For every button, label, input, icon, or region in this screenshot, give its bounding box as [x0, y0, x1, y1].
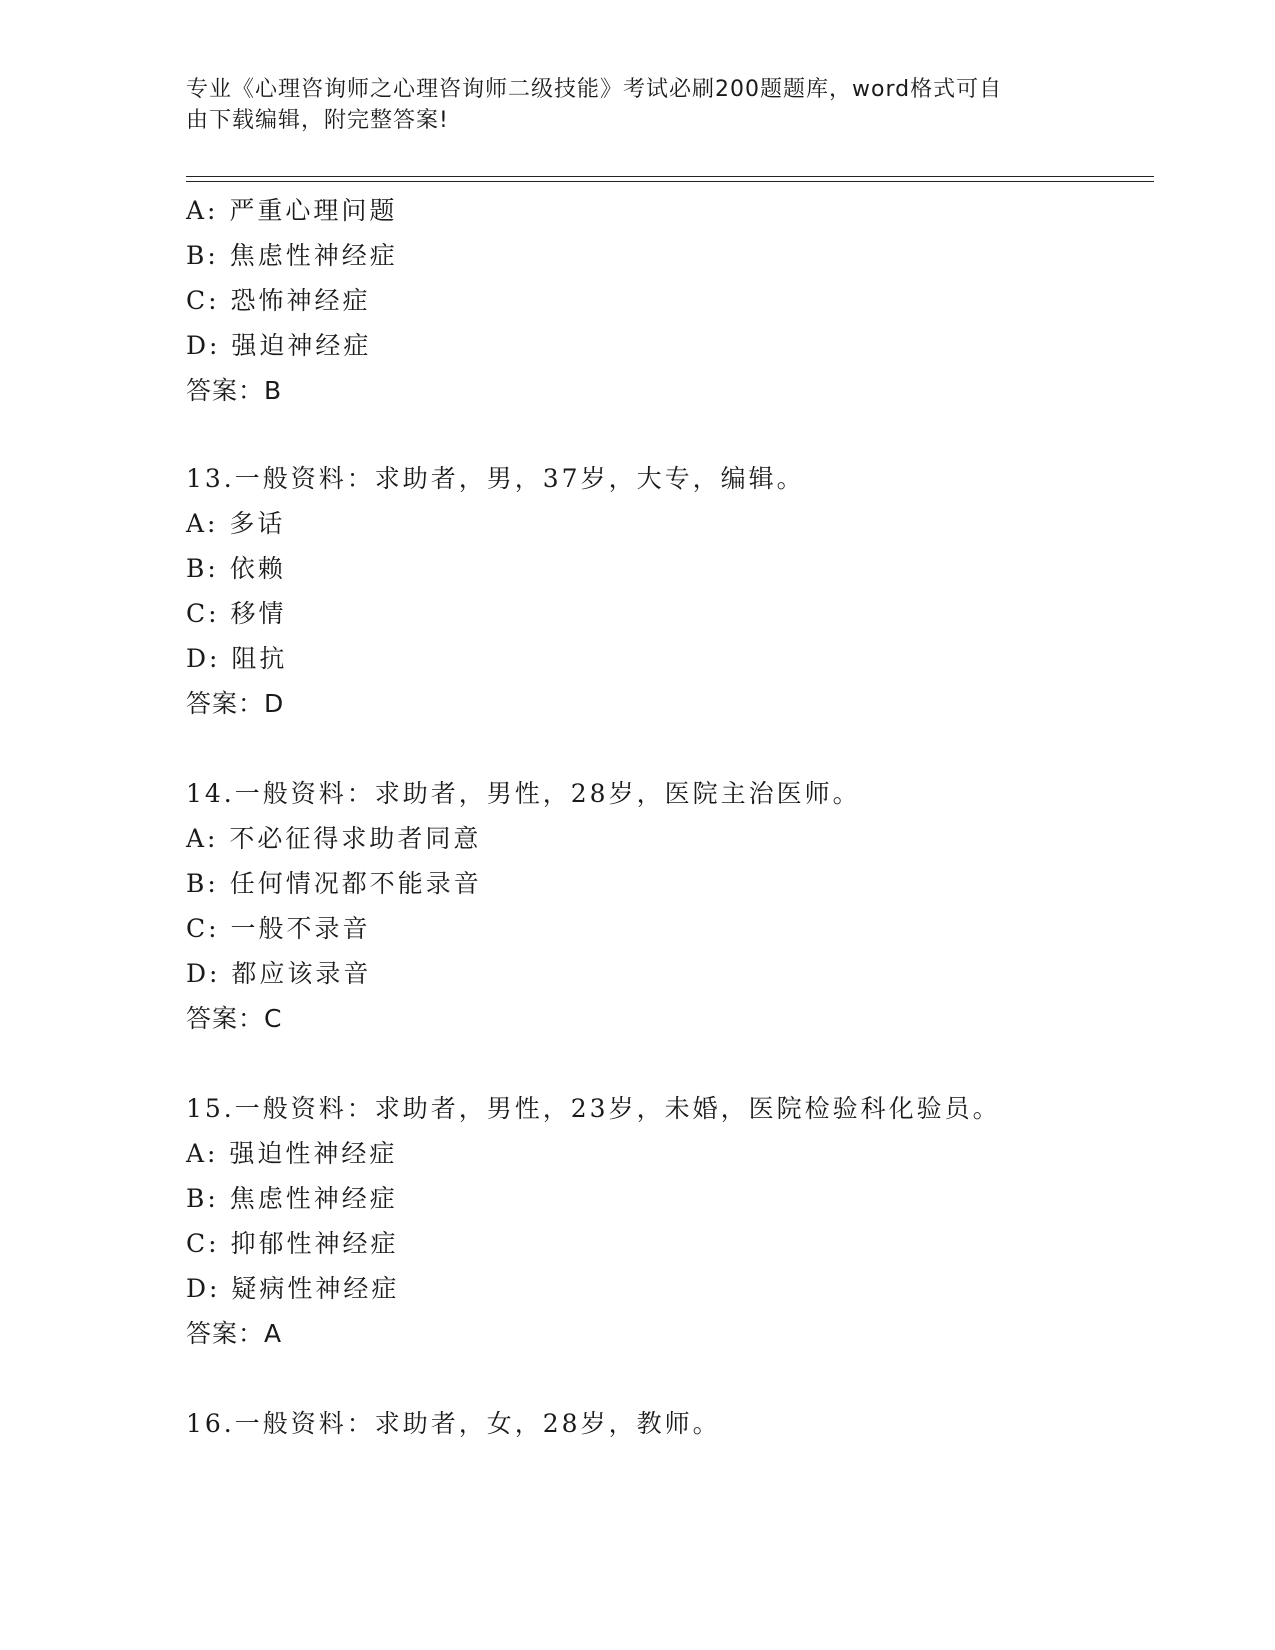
option-a: A: 多话: [186, 509, 286, 538]
option-b: B: 任何情况都不能录音: [186, 869, 482, 898]
option-a: A: 强迫性神经症: [186, 1139, 398, 1168]
answer: 答案：B: [186, 376, 283, 405]
option-c: C: 恐怖神经症: [186, 286, 371, 315]
question-16-stem: 16.一般资料：求助者，女，28岁，教师。: [186, 1409, 721, 1438]
answer: 答案：A: [186, 1319, 283, 1348]
option-c: C: 一般不录音: [186, 914, 371, 943]
option-c: C: 抑郁性神经症: [186, 1229, 399, 1258]
option-d: D: 都应该录音: [186, 959, 372, 988]
option-b: B: 焦虑性神经症: [186, 1184, 398, 1213]
option-d: D: 疑病性神经症: [186, 1274, 400, 1303]
header-line-2: 由下载编辑，附完整答案!: [186, 108, 449, 133]
header-divider-top: [186, 176, 1154, 177]
header-line-1: 专业《心理咨询师之心理咨询师二级技能》考试必刷200题题库，word格式可自: [186, 77, 1003, 102]
option-b: B: 焦虑性神经症: [186, 241, 398, 270]
option-b: B: 依赖: [186, 554, 286, 583]
answer: 答案：D: [186, 689, 285, 718]
option-c: C: 移情: [186, 599, 287, 628]
question-15-stem: 15.一般资料：求助者，男性，23岁，未婚，医院检验科化验员。: [186, 1094, 1001, 1123]
option-a: A: 严重心理问题: [186, 196, 398, 225]
question-14-stem: 14.一般资料：求助者，男性，28岁，医院主治医师。: [186, 779, 861, 808]
answer: 答案：C: [186, 1004, 283, 1033]
option-a: A: 不必征得求助者同意: [186, 824, 482, 853]
document-header: [186, 74, 1066, 136]
header-divider-bottom: [186, 181, 1154, 182]
question-13-stem: 13.一般资料：求助者，男，37岁，大专，编辑。: [186, 464, 805, 493]
option-d: D: 阻抗: [186, 644, 288, 673]
option-d: D: 强迫神经症: [186, 331, 372, 360]
